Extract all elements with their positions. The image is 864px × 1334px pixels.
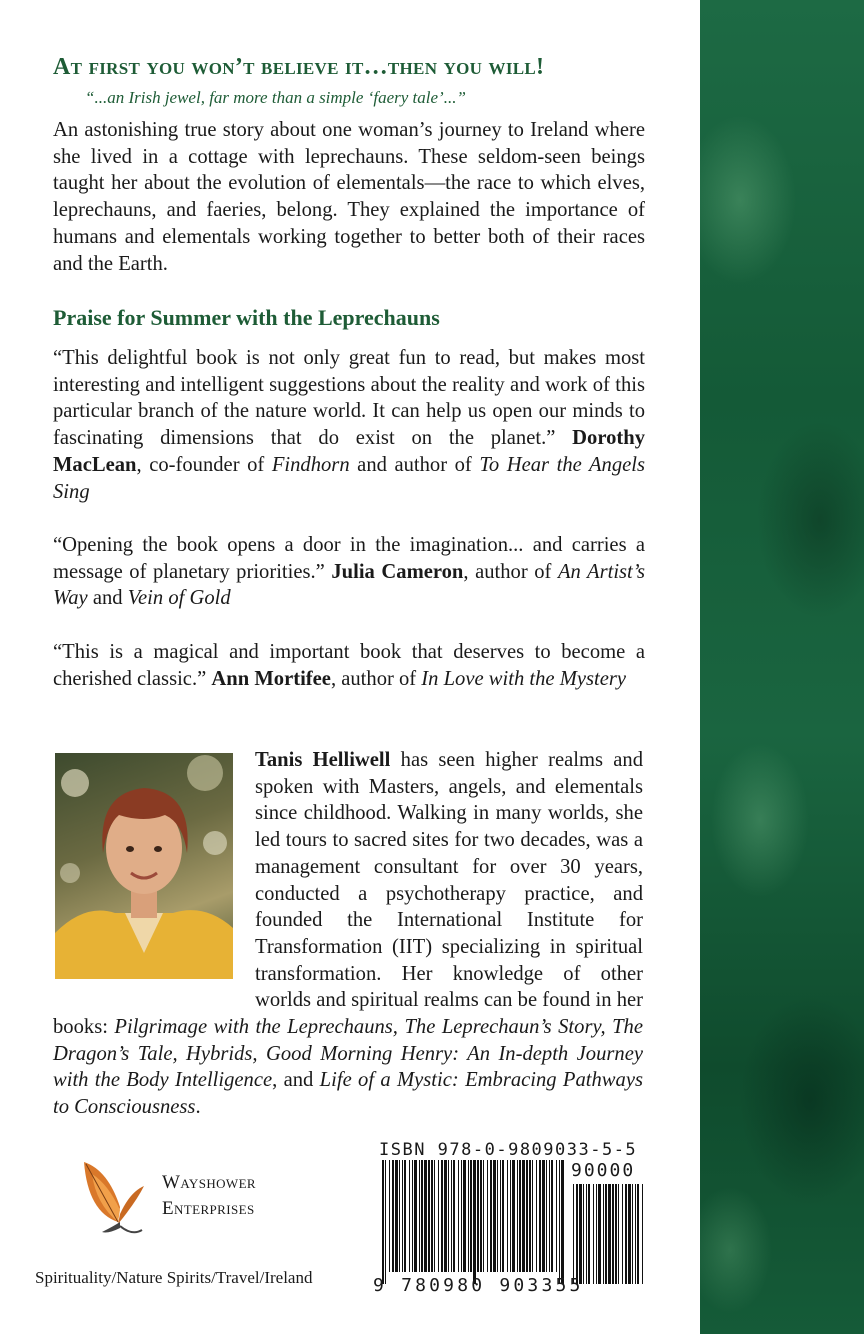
barcode-bar (532, 1160, 533, 1272)
quote-author: Dorothy MacLean (53, 427, 645, 476)
barcode-bar (519, 1160, 521, 1272)
barcode-bar (453, 1160, 455, 1272)
quote-author: Julia Cameron (331, 560, 464, 583)
barcode-bar (593, 1184, 594, 1284)
barcode-bar (424, 1160, 427, 1272)
barcode-bar (389, 1160, 390, 1272)
barcode-bar (441, 1160, 443, 1272)
quote-role: , co-founder of (136, 453, 272, 476)
barcode-bar (493, 1160, 496, 1272)
barcode-bar (542, 1160, 545, 1272)
barcode-bar (588, 1184, 590, 1284)
praise-title: Praise for Summer with the Leprechauns (53, 305, 440, 330)
barcode-bar (573, 1184, 574, 1284)
barcode-bar (635, 1184, 636, 1284)
author-name: Tanis Helliwell (255, 749, 391, 771)
barcode-bar (502, 1160, 504, 1272)
praise-quote-1 (53, 345, 645, 505)
barcode-bar (461, 1160, 462, 1272)
barcode-bar (622, 1184, 623, 1284)
barcode-bar (559, 1160, 560, 1284)
barcode-bar (612, 1184, 614, 1284)
barcode-bar (526, 1160, 528, 1272)
book-list: Pilgrimage with the Leprechauns, The Leprechaun’s Story, The Dragon’s Tale, Hybrids, Good Morning Henry: An In-depth Journey with the Body Intelligence (53, 1016, 643, 1092)
quote-role: , author of (330, 667, 422, 690)
barcode-bar (414, 1160, 417, 1272)
barcode-bar (490, 1160, 492, 1272)
publisher-name (162, 1170, 256, 1222)
quote-work: To Hear the Angels Sing (53, 453, 645, 503)
headline: At first you won’t believe it…then you will! (53, 54, 545, 80)
barcode-bar (480, 1160, 482, 1272)
barcode-bar (451, 1160, 452, 1272)
barcode-bar (444, 1160, 447, 1272)
barcode-bar (632, 1184, 633, 1284)
barcode-bar (510, 1160, 511, 1272)
barcode-bar (561, 1160, 564, 1284)
barcode-bar (412, 1160, 413, 1272)
quote-text: “Opening the book opens a door in the imagination... and carries a message of planetary priorities.” (53, 534, 645, 583)
barcode-bar (522, 1160, 525, 1272)
tagline: “...an Irish jewel, far more than a simple ‘faery tale’...” (85, 88, 466, 107)
barcode-bar (448, 1160, 449, 1272)
barcode-bar (458, 1160, 459, 1272)
barcode-bar (576, 1184, 578, 1284)
book-list-last: Life of a Mystic: Embracing Pathways to Consciousness (53, 1069, 643, 1119)
barcode-bar (512, 1160, 515, 1272)
intro-paragraph: An astonishing true story about one woman’s journey to Ireland where she lived in a cottage with leprechauns. These seldom-seen beings taught her about the evolution of elementals—the race to which elves, leprechauns, and faeries, belong. They explained the importance of humans and elementals working together to better both of their races and the Earth. (53, 119, 645, 275)
praise-quote-2 (53, 532, 645, 612)
barcode-bar (603, 1184, 604, 1284)
barcode-bar (500, 1160, 501, 1272)
barcode-bar (642, 1184, 643, 1284)
publisher-line-2: Enterprises (162, 1198, 255, 1219)
barcode-bar (428, 1160, 430, 1272)
category-label: Spirituality/Nature Spirits/Travel/Ireland (35, 1268, 313, 1287)
photo-spacer (53, 747, 255, 1001)
bio-end: . (195, 1096, 201, 1119)
butterfly-logo-icon (78, 1152, 148, 1240)
barcode-bar (608, 1184, 611, 1284)
barcode-bar (615, 1184, 617, 1284)
quote-role: and author of (349, 453, 480, 476)
barcode-bar (468, 1160, 469, 1272)
praise-quote-3 (53, 639, 645, 692)
barcode-bar (549, 1160, 550, 1272)
barcode-bar (438, 1160, 439, 1272)
green-spine-panel (700, 0, 864, 1334)
barcode-bar (637, 1184, 639, 1284)
barcode-bar (596, 1184, 597, 1284)
barcode-bar (431, 1160, 433, 1272)
barcode-bar (556, 1160, 557, 1272)
barcode-bar (421, 1160, 423, 1272)
barcode-bar (392, 1160, 394, 1272)
quote-role: and (87, 587, 128, 610)
quote-work: Findhorn (271, 453, 350, 476)
barcode-bar (434, 1160, 435, 1272)
barcode-bar (409, 1160, 410, 1272)
barcode-bar (546, 1160, 547, 1272)
publisher-line-1: Wayshower (162, 1172, 257, 1193)
barcode-bar (419, 1160, 420, 1272)
quote-work: Vein of Gold (127, 587, 231, 610)
barcode-bar (463, 1160, 466, 1272)
barcode-bar (628, 1184, 631, 1284)
barcode-bar (551, 1160, 553, 1272)
barcode-bar (507, 1160, 508, 1272)
quote-text: “This delightful book is not only great fun to read, but makes most interesting and intelligent suggestions about the reality and work of this particular branch of the nature world. It can help us open our minds to fascinating dimensions that do exist on the planet.” (53, 347, 645, 450)
quote-text: “This is a magical and important book that deserves to become a cherished classic.” (53, 641, 645, 690)
barcode-bar (605, 1184, 607, 1284)
barcode-bar (483, 1160, 484, 1272)
barcode-bar (539, 1160, 541, 1272)
barcode-bar (618, 1184, 619, 1284)
price-code: 90000 (571, 1160, 636, 1181)
barcode-bar (402, 1160, 403, 1272)
barcode-bar (598, 1184, 601, 1284)
barcode-bar (487, 1160, 488, 1272)
barcode-bar (625, 1184, 627, 1284)
isbn-text: ISBN 978-0-9809033-5-5 (379, 1140, 638, 1160)
bio-text: has seen higher realms and spoken with Masters, angels, and elementals since childhood. Walking in many worlds, she led tours to sacred sites for two decades, was a management consultant for over 30 years, conducted a psychotherapy practice, and founded the International Institute for Transformation (IIT) specializing in spiritual transformation. Her knowledge of other worlds and spiritual realms can be found in her books: (53, 749, 644, 1039)
barcode-bar (529, 1160, 531, 1272)
barcode-bar (470, 1160, 472, 1272)
barcode-bar (579, 1184, 582, 1284)
bio-joiner: , and (272, 1069, 320, 1092)
quote-author: Ann Mortifee (211, 667, 331, 690)
barcode-digits: 9 780980 903355 (373, 1275, 584, 1296)
barcode-bar (517, 1160, 518, 1272)
barcode-bar (583, 1184, 584, 1284)
quote-role: , author of (463, 560, 558, 583)
barcode-bar (477, 1160, 479, 1272)
barcode-bar (395, 1160, 398, 1272)
author-bio (53, 747, 643, 1121)
barcode-bar (473, 1160, 476, 1284)
barcode-bar (399, 1160, 400, 1272)
barcode-bar (497, 1160, 498, 1272)
barcode-bar (586, 1184, 587, 1284)
barcode-bar (385, 1160, 386, 1284)
quote-work: In Love with the Mystery (421, 667, 627, 690)
barcode-bar (404, 1160, 406, 1272)
quote-work: An Artist’s Way (53, 560, 645, 610)
barcode-bar (536, 1160, 537, 1272)
barcode-bar (382, 1160, 384, 1284)
